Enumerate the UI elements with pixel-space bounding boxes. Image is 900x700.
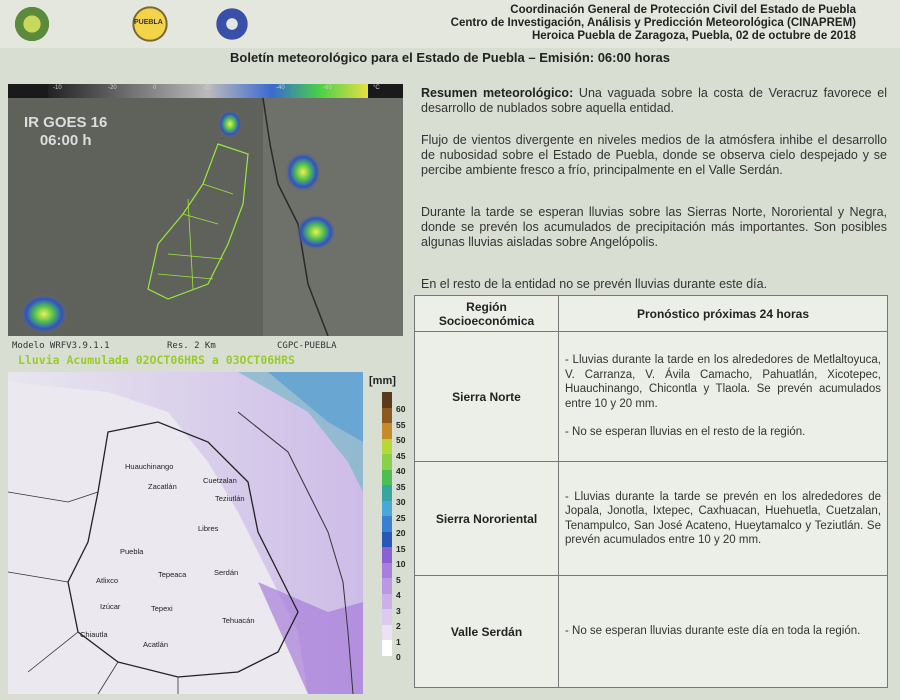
model-res: Res. 2 Km — [167, 341, 216, 351]
temp-tick: -40 — [276, 85, 285, 91]
colorbar-label: 55 — [396, 419, 406, 430]
header — [0, 0, 900, 48]
accum-title: Lluvia Acumulada 02OCT06HRS a 03OCT06HRS — [18, 353, 295, 367]
colorbar-label: 15 — [396, 543, 406, 554]
colorbar-label: 60 — [396, 404, 406, 414]
colorbar-label: 25 — [396, 512, 406, 523]
city-label: Serdán — [214, 568, 239, 577]
header-line-2: Centro de Investigación, Análisis y Predicción Meteorológica (CINAPREM) — [450, 17, 856, 29]
colorbar-swatch — [382, 408, 392, 424]
colorbar-label: 1 — [396, 636, 401, 647]
temp-tick: -10 — [53, 85, 62, 91]
city-label: Atlixco — [96, 576, 119, 585]
city-label: Tepexi — [151, 604, 173, 613]
region-cell: Valle Serdán — [415, 576, 559, 688]
city-label: Puebla — [120, 547, 144, 556]
colorbar-label: 35 — [396, 481, 406, 492]
colorbar-swatch — [382, 640, 392, 656]
seal-lettering: PUEBLA — [134, 19, 163, 26]
colorbar-label: 20 — [396, 528, 406, 538]
colorbar-swatch — [382, 485, 392, 501]
summary-p1-text: Una vaguada sobre la costa de Veracruz favorece el desarrollo de nublados sobre aquella entidad. — [421, 86, 887, 115]
forecast-table — [414, 295, 888, 688]
colorbar — [382, 392, 392, 656]
city-label: Chiautla — [80, 630, 108, 639]
colorbar-label: 10 — [396, 559, 406, 569]
cinaprem-logo — [212, 4, 252, 44]
city-label: Tepeaca — [158, 570, 187, 579]
colorbar-swatch — [382, 501, 392, 517]
forecast-cell — [559, 332, 888, 462]
col-forecast-header: Pronóstico próximas 24 horas — [559, 296, 888, 332]
summary-p3: Durante la tarde se esperan lluvias sobre las Sierras Norte, Nororiental y Negra, donde se prevén los acumulados de precipitación más importantes. Son posibles algunas lluvias aisladas sobre Angelópolis. — [421, 205, 887, 249]
satellite-image — [8, 84, 403, 336]
satellite-label — [24, 114, 107, 150]
colorbar-label: 30 — [396, 497, 406, 507]
colorbar-swatch — [382, 439, 392, 455]
colorbar-swatch — [382, 594, 392, 610]
forecast-cell: - Lluvias durante la tarde se prevén en los alrededores de Jopala, Jonotla, Ixtepec, Caxhuacan, Huehuetla, Cuetzalan, Tenampulco, San José Acateno, Hueytamalco y Teziutlán. Se prevén acumulados entre 10 y 20 mm. — [559, 462, 888, 576]
colorbar-label: 5 — [396, 574, 401, 585]
forecast-cell: - No se esperan lluvias durante este día en toda la región. — [559, 576, 888, 688]
colorbar-label: 0 — [396, 652, 401, 662]
summary-p4: En el resto de la entidad no se prevén lluvias durante este día. — [421, 277, 768, 291]
city-label: Cuetzalan — [203, 476, 237, 485]
city-label: Acatlán — [143, 640, 169, 649]
colorbar-label: 4 — [396, 590, 401, 600]
colorbar-label: 45 — [396, 450, 406, 461]
colorbar-swatch — [382, 578, 392, 594]
colorbar-swatch — [382, 470, 392, 486]
temp-tick: -60 — [323, 85, 332, 91]
colorbar-swatch — [382, 563, 392, 579]
header-line-1: Coordinación General de Protección Civil del Estado de Puebla — [510, 4, 856, 16]
temp-tick: 0 — [153, 85, 157, 91]
summary-heading: Resumen meteorológico: — [421, 86, 574, 100]
forecast-text-2: - No se esperan lluvias en el resto de la región. — [565, 426, 806, 439]
forecast-text: - Lluvias durante la tarde en los alrededores de Metlaltoyuca, V. Carranza, V. Ávila Camacho, Pahuatlán, Xicotepec, Huauchinango, Chicontla y Tlaola. Se prevén acumulados entre 10 y 20 mm. — [565, 354, 881, 410]
city-label: Huauchinango — [125, 462, 174, 471]
cgpc-logo — [12, 4, 52, 44]
colorbar-swatch — [382, 532, 392, 548]
header-lines — [451, 4, 856, 43]
model-name: Modelo WRFV3.9.1.1 — [12, 341, 110, 351]
colorbar-swatch — [382, 423, 392, 439]
table-row — [415, 332, 888, 462]
colorbar-label: 50 — [396, 435, 406, 445]
city-label: Libres — [198, 524, 219, 533]
temp-unit: °C — [373, 85, 380, 91]
colorbar-swatch — [382, 516, 392, 532]
colorbar-swatch — [382, 454, 392, 470]
summary-p1 — [421, 86, 887, 116]
region-cell: Sierra Norte — [415, 332, 559, 462]
summary-p2: Flujo de vientos divergente en niveles medios de la atmósfera inhibe el desarrollo de nubosidad sobre el Estado de Puebla, donde se observa cielo despejado y se percibe ambiente fresco a frío, principalmente en el Valle Serdán. — [421, 133, 887, 177]
colorbar-label: 3 — [396, 605, 401, 616]
table-row — [415, 462, 888, 576]
satellite-label-line1: IR GOES 16 — [24, 114, 108, 131]
colorbar-unit: [mm] — [369, 375, 396, 387]
col-region-header: Región Socioeconómica — [415, 296, 559, 332]
city-label: Zacatlán — [148, 482, 177, 491]
temp-tick: -20 — [203, 85, 212, 91]
region-cell: Sierra Nororiental — [415, 462, 559, 576]
model-source: CGPC-PUEBLA — [277, 341, 337, 351]
city-label: Izúcar — [100, 602, 121, 611]
rain-map-graphic — [8, 372, 363, 694]
temp-tick: -20 — [108, 85, 117, 91]
colorbar-swatch — [382, 392, 392, 408]
city-label: Tehuacán — [222, 616, 255, 625]
table-row — [415, 576, 888, 688]
city-label: Teziutlán — [215, 494, 245, 503]
colorbar-label: 2 — [396, 621, 401, 631]
colorbar-swatch — [382, 609, 392, 625]
colorbar-swatch — [382, 625, 392, 641]
colorbar-swatch — [382, 547, 392, 563]
puebla-seal-logo — [130, 4, 170, 44]
header-line-3: Heroica Puebla de Zaragoza, Puebla, 02 de octubre de 2018 — [531, 30, 856, 42]
bulletin-title: Boletín meteorológico para el Estado de Puebla – Emisión: 06:00 horas — [230, 50, 670, 65]
colorbar-label: 40 — [396, 466, 406, 476]
rain-map — [8, 372, 363, 694]
satellite-label-line2: 06:00 h — [39, 132, 92, 149]
